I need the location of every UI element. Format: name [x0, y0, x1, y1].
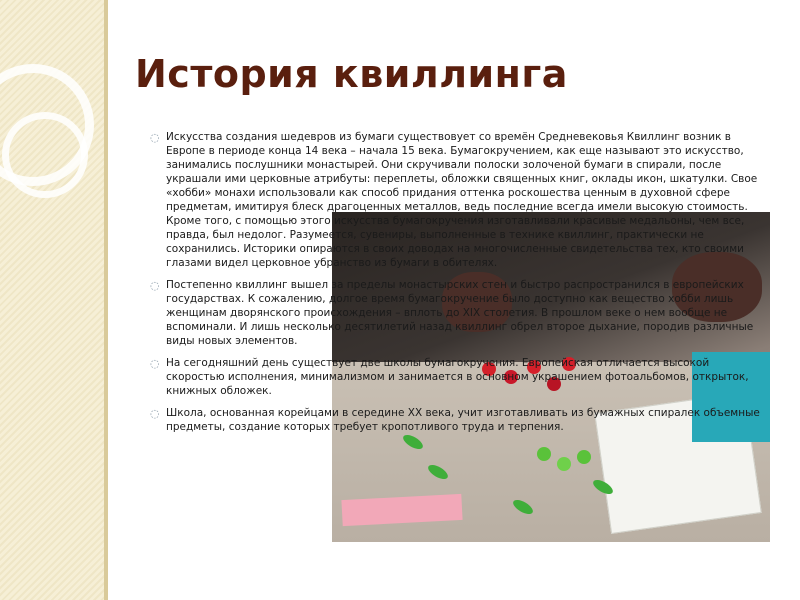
- bullet-paragraph: [150, 278, 770, 348]
- slide-content: [150, 130, 770, 442]
- paragraph-text: Постепенно квиллинг вышел за пределы монастырских стен и быстро распространился в европейских государствах. К сожалению, долгое время бумагокручение было доступно как вещество хобби лишь женщинам дворянского происхождения – вплоть до XIX столетия. В прошлом веке о нем вообще не вспоминали. И лишь несколько десятилетий назад квиллинг обрел второе дыхание, породив различные виды новых элементов.: [166, 279, 754, 347]
- paragraph-text: Школа, основанная корейцами в середине XX века, учит изготавливать из бумажных спиралек объемные предметы, создание которых требует кропотливого труда и терпения.: [166, 407, 760, 433]
- photo-green-coil: [577, 450, 591, 464]
- decorative-ring-small: [2, 112, 88, 198]
- bullet-icon: ◌: [150, 407, 160, 420]
- paragraph-text: На сегодняшний день существует две школы бумагокручения. Европейская отличается высокой скоростью исполнения, минимализмом и занимается в основном украшением фотоальбомов, открыток, книжных обложек.: [166, 357, 749, 397]
- bullet-paragraph: [150, 356, 770, 398]
- bullet-icon: ◌: [150, 279, 160, 292]
- photo-green-coil: [557, 457, 571, 471]
- paragraph-text: Искусства создания шедевров из бумаги существовует со времён Средневековья Квиллинг возник в Европе в периоде конца 14 века – начала 15 века. Бумагокручением, как еще называют это искусство, занимались послушники монастырей. Они скручивали полоски золоченой бумаги в спирали, после украшали ими церковные атрибуты: переплеты, обложки священных книг, оклады икон, шкатулки. Свое «хобби» монахи использовали как способ придания оттенка роскошества ценным в духовной сфере предметам, имитируя блеск драгоценных металлов, ведь последние всегда имели высокую стоимость. Кроме того, с помощью этого искусства бумагокручения изготавливали красивые медальоны, чем все, правда, был недолог. Разумеется, сувениры, выполненные в технике квиллинг, практически не сохранились. Историки опираются в своих доводах на многочисленные свидетельства тех, кто своими глазами видел церковное убранство из бумаги в обителях.: [166, 131, 758, 269]
- bullet-paragraph: [150, 130, 770, 270]
- slide-title: История квиллинга: [135, 52, 568, 96]
- bullet-icon: ◌: [150, 357, 160, 370]
- photo-green-coil: [537, 447, 551, 461]
- bullet-icon: ◌: [150, 131, 160, 144]
- bullet-paragraph: [150, 406, 770, 434]
- band-edge-divider: [104, 0, 108, 600]
